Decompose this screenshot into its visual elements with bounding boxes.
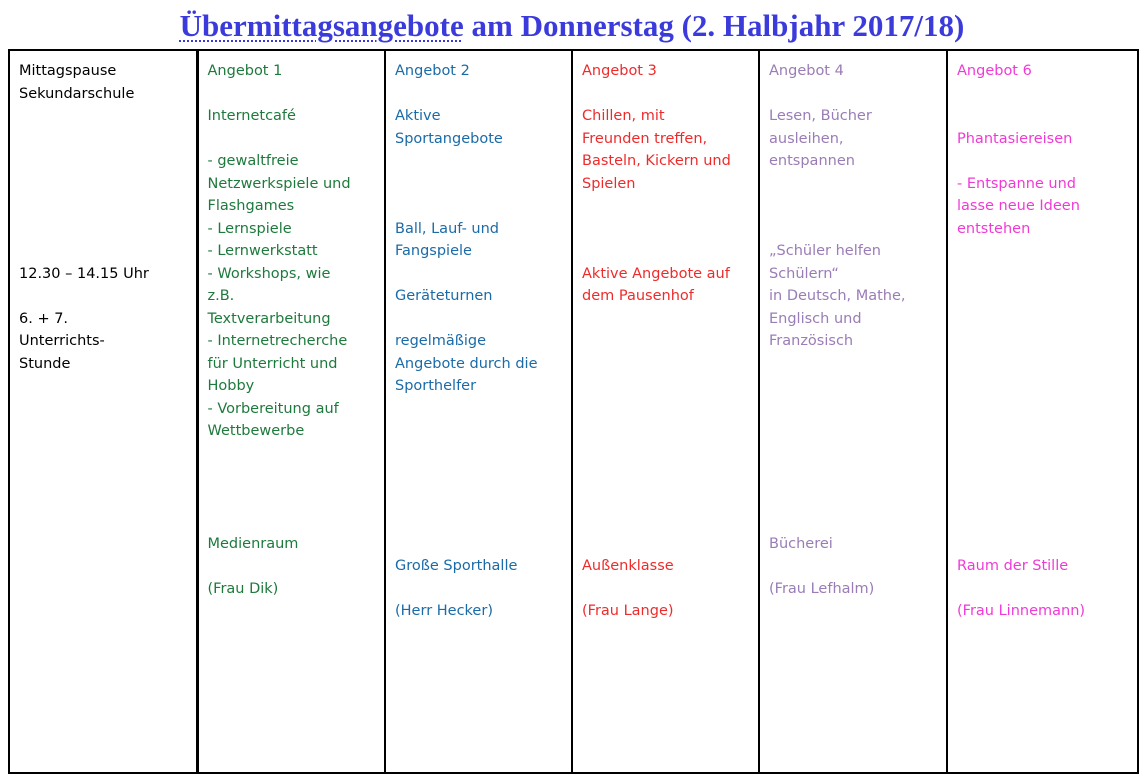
column-mittagspause — [9, 50, 197, 773]
column-angebot-1-text: Angebot 1 Internetcafé - gewaltfreie Netzwerkspiele und Flashgames - Lernspiele - Lernwerkstatt - Workshops, wie z.B. Textverarbeitung - Internetrecherche für Unterricht und Hobby - Vorbereitung auf Wettbewerbe Medienraum (Frau Dik) — [207, 63, 351, 597]
page-title-main: Übermittagsangebote — [179, 8, 464, 43]
column-angebot-2 — [385, 50, 572, 773]
column-angebot-6 — [947, 50, 1138, 773]
table-row — [9, 50, 1138, 773]
schedule-table — [8, 49, 1139, 774]
column-angebot-4 — [759, 50, 947, 773]
page-title — [0, 6, 1144, 46]
column-mittagspause-text: Mittagspause Sekundarschule 12.30 – 14.15 Uhr 6. + 7. Unterrichts- Stunde — [19, 63, 149, 372]
page-title-rest: am Donnerstag (2. Halbjahr 2017/18) — [463, 8, 965, 43]
column-angebot-4-text: Angebot 4 Lesen, Bücher ausleihen, entspannen „Schüler helfen Schülern“ in Deutsch, Mathe, Englisch und Französisch Bücherei (Frau Lefhalm) — [769, 63, 906, 597]
column-angebot-3-text: Angebot 3 Chillen, mit Freunden treffen, Basteln, Kickern und Spielen Aktive Angebote auf dem Pausenhof Außenklasse (Frau Lange) — [582, 63, 731, 619]
column-angebot-2-text: Angebot 2 Aktive Sportangebote Ball, Lauf- und Fangspiele Geräteturnen regelmäßige Angebote durch die Sporthelfer Große Sporthalle (Herr Hecker) — [395, 63, 538, 619]
column-angebot-6-text: Angebot 6 Phantasiereisen - Entspanne und lasse neue Ideen entstehen Raum der Stille (Frau Linnemann) — [957, 63, 1086, 619]
column-angebot-1 — [197, 50, 385, 773]
column-angebot-3 — [572, 50, 759, 773]
